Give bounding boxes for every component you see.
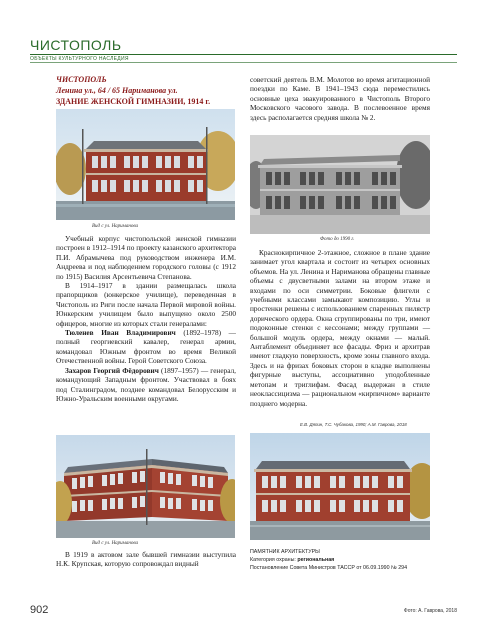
photo-caption-2: Фото до 1990 г. [320,237,355,242]
monument-category: Категория охраны: региональная [250,557,335,563]
photo-caption-1: Вид с ул. Нариманова [92,224,138,229]
paragraph: В 1914–1917 в здании размещалась школа прапорщиков (юнкерское училище), переведенная в Чистополь из Риги после начала Первой мировой войны. Юнкерским училищем было выпущено около 2500 офицеров, многие из которых стали генералами: [56,281,236,328]
monument-decree: Постановление Совета Министров ТАССР от 06.09.1990 № 294 [250,565,408,571]
photo-credit: Фото: А. Гаврова, 2018 [403,608,457,614]
building-photo-corner [56,435,235,538]
person-name: Захаров Георгий Фёдорович [65,365,159,375]
section-subtitle: ОБЪЕКТЫ КУЛЬТУРНОГО НАСЛЕДИЯ [30,56,129,62]
person-bio: (1892–1978) — полный георгиевский кавалер, генерал армии, командовал Южным фронтом во время Великой Отечественной войны. Герой Советского Союза. [56,328,236,366]
paragraph: В 1919 в актовом зале бывшей гимназии выступила Н.К. Крупская, которую сопровождал видный [56,550,236,569]
left-column-text [56,234,236,403]
entry-address: Ленина ул., 64 / 65 Нариманова ул. [56,86,178,95]
left-column-bottom [56,550,236,569]
authors-credit: Е.В. Дяпин, Т.С. Чубакова, 1990; А.М. Гаврова, 2018 [300,422,407,427]
entry-building-name: ЗДАНИЕ ЖЕНСКОЙ ГИМНАЗИИ, 1914 г. [56,97,211,106]
paragraph: советский деятель В.М. Молотов во время агитационной поездки по Каме. В 1941–1943 сюда переместились основные цеха эвакуированного в Чистополь Второго Московского часового завода. В послевоенное время здесь располагается средняя школа № 2. [250,75,430,122]
building-photo-archive [250,135,430,234]
right-column-top [250,75,430,122]
entry-city: ЧИСТОПОЛЬ [56,75,107,84]
section-title: ЧИСТОПОЛЬ [30,37,122,53]
monument-info [250,548,450,572]
right-column-text [250,248,430,408]
photo-caption-3: Вид с ул. Нариманова [92,541,138,546]
header-divider [30,54,457,55]
header-divider-thin [30,62,457,63]
monument-category-value: региональная [297,557,335,563]
paragraph: Краснокирпичное 2-этажное, сложное в плане здание занимает угол квартала и состоит из четырех основных объемов. На ул. Ленина и Нариманова обращены главные объемы с двусветными залами на втором этаже и входами по оси симметрии. Боковые флигели с учебными классами замыкают композицию. Углы и простенки решены с использованием спаренных пилястр дорического ордера. Окна сгруппированы по три, имеют подоконные стенки с кессонами; между группами — большой модуль ордера, между окнами — малый. Антаблемент объединяет все фасады. Фриз и архитрав имеют гладкую поверхность, кроме зоны главного входа. Здесь и на фризах боковых сторон в кладке выполнены фигурные выступы, ассоциативно уподобленные метопам и триглифам. Фасад выдержан в стиле неоклассицизма — рациональном «кирпичном» варианте позднего модерна. [250,248,430,408]
page-number: 902 [30,604,49,616]
paragraph: Учебный корпус чистопольской женской гимназии построен в 1912–1914 по проекту казанского архитектора П.И. Абрамычева под руководством инженера И.М. Андреева и под наблюдением городского головы (с 1912 по 1915) Василия Арсентьевича Степанова. [56,234,236,281]
paragraph [56,366,236,404]
building-photo-main [56,109,235,220]
monument-heading: ПАМЯТНИК АРХИТЕКТУРЫ [250,549,320,555]
person-name: Тюленев Иван Владимирович [65,328,176,338]
paragraph [56,328,236,366]
person-bio: (1897–1957) — генерал, командующий Западным фронтом. Участвовал в боях под Сталинградом, позднее командовал Белорусским и Южно-Уральским военными округами. [56,365,236,403]
building-photo-side [250,433,430,540]
